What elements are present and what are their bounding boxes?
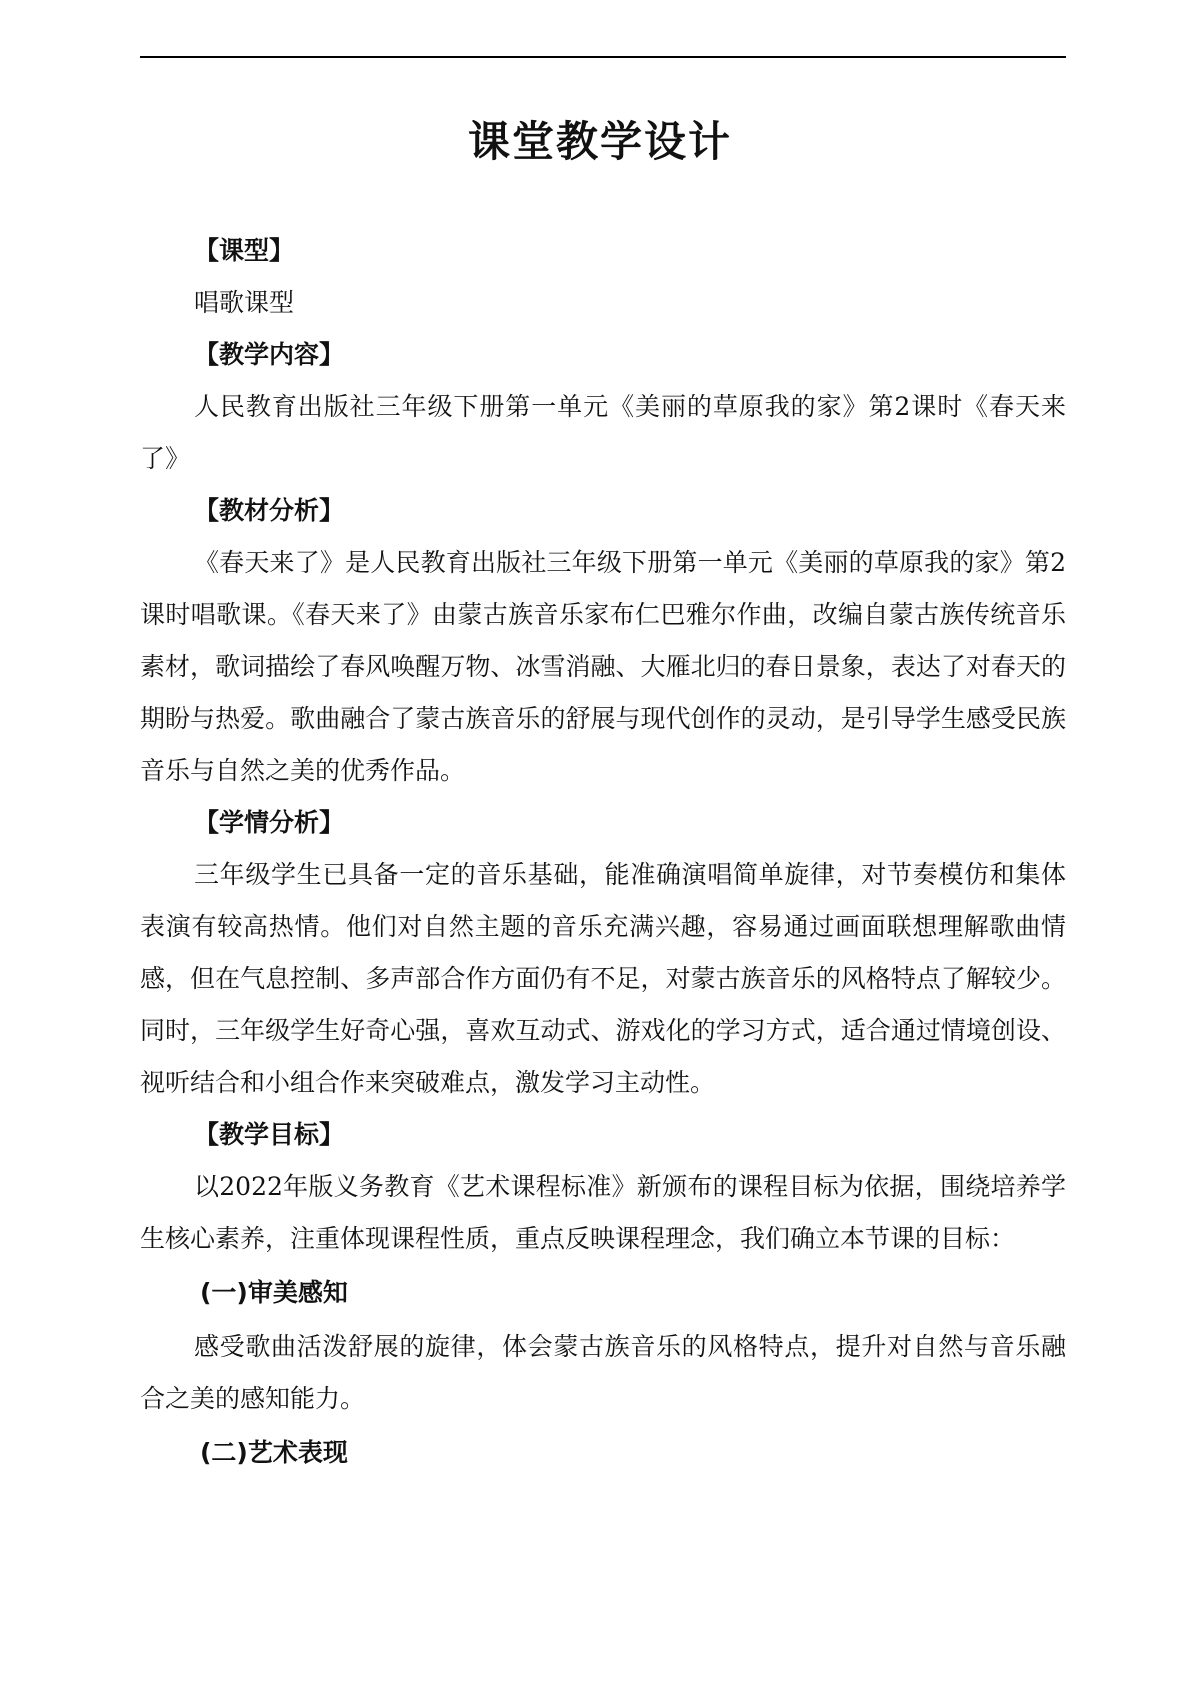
section-heading-lesson-type: 【课型】 [194,236,295,265]
document-title: 课堂教学设计 [467,117,732,166]
header-rule [140,56,1066,58]
subheading-aesthetic: (一)审美感知 [200,1278,348,1307]
section-heading-goals: 【教学目标】 [194,1120,345,1149]
paragraph-goals: 以2022年版义务教育《艺术课程标准》新颁布的课程目标为依据，围绕培养学生核心素养，注重体现课程性质，重点反映课程理念，我们确立本节课的目标： [140,1172,1066,1253]
document-body [140,225,1066,1481]
paragraph-material: 《春天来了》是人民教育出版社三年级下册第一单元《美丽的草原我的家》第2课时唱歌课。《春天来了》由蒙古族音乐家布仁巴雅尔作曲，改编自蒙古族传统音乐素材，歌词描绘了春风唤醒万物、冰雪消融、大雁北归的春日景象，表达了对春天的期盼与热爱。歌曲融合了蒙古族音乐的舒展与现代创作的灵动，是引导学生感受民族音乐与自然之美的优秀作品。 [140,548,1066,785]
paragraph-aesthetic: 感受歌曲活泼舒展的旋律，体会蒙古族音乐的风格特点，提升对自然与音乐融合之美的感知能力。 [140,1332,1066,1413]
paragraph-students: 三年级学生已具备一定的音乐基础，能准确演唱简单旋律，对节奏模仿和集体表演有较高热情。他们对自然主题的音乐充满兴趣，容易通过画面联想理解歌曲情感，但在气息控制、多声部合作方面仍有不足，对蒙古族音乐的风格特点了解较少。同时，三年级学生好奇心强，喜欢互动式、游戏化的学习方式，适合通过情境创设、视听结合和小组合作来突破难点，激发学习主动性。 [140,860,1066,1097]
paragraph-content: 人民教育出版社三年级下册第一单元《美丽的草原我的家》第2课时《春天来了》 [140,392,1066,473]
subheading-art-expression: (二)艺术表现 [200,1438,348,1467]
section-heading-students: 【学情分析】 [194,808,345,837]
section-heading-content: 【教学内容】 [194,340,345,369]
section-heading-material: 【教材分析】 [194,496,345,525]
paragraph-lesson-type: 唱歌课型 [194,288,295,317]
